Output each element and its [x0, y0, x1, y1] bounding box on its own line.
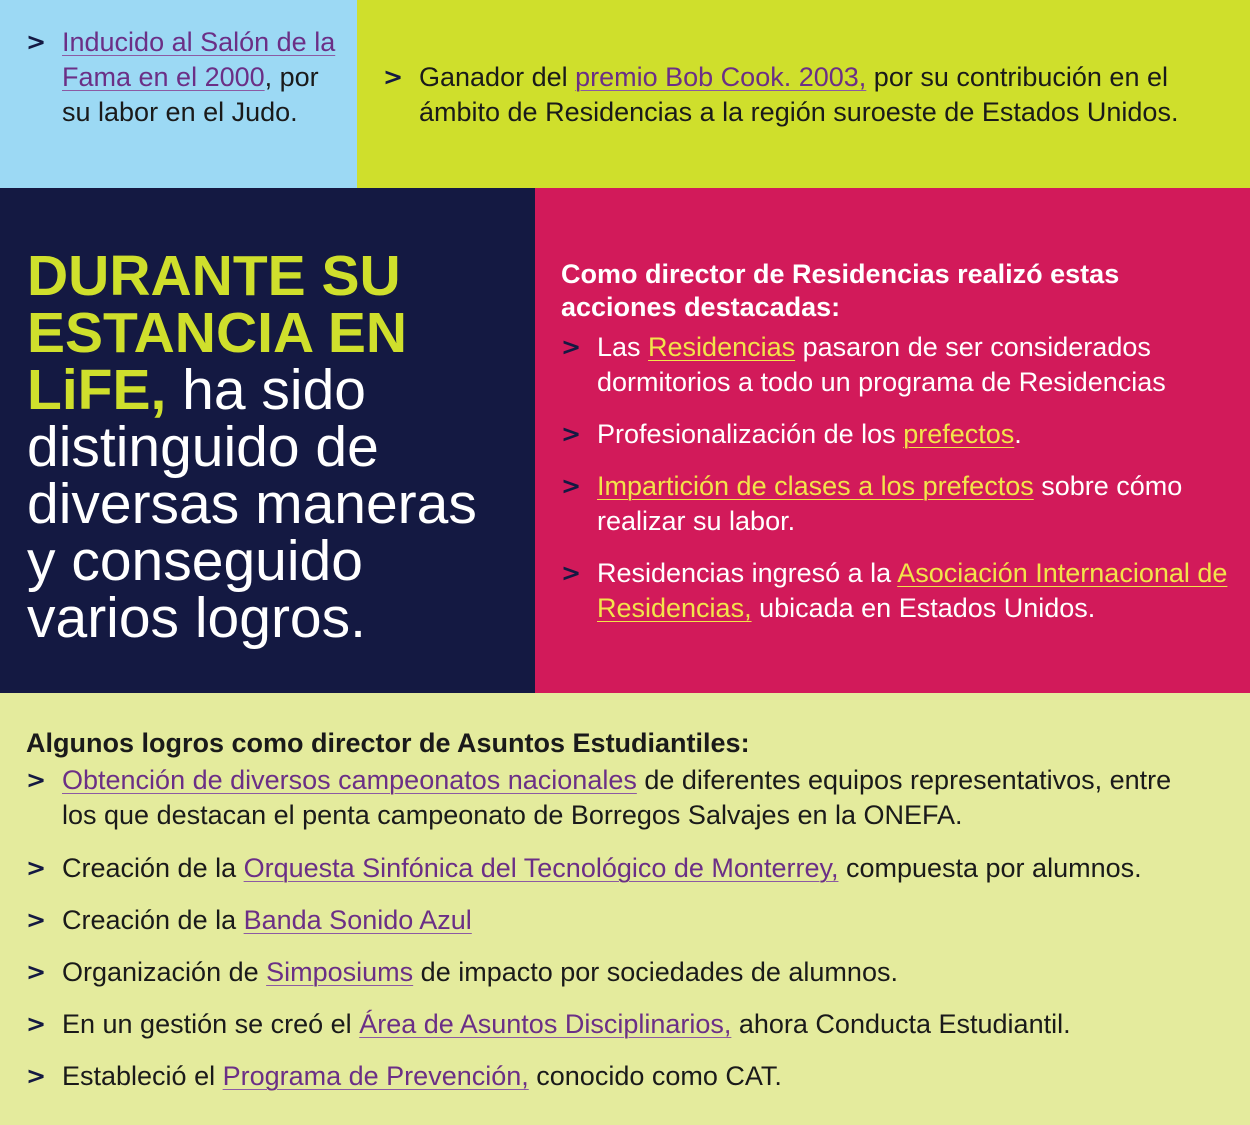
- chevron-right-icon: >: [383, 63, 404, 91]
- list-item: > Impartición de clases a los prefectos sobre cómo realizar su labor.: [561, 469, 1231, 539]
- page-heading: DURANTE SU ESTANCIA EN LiFE, ha sido distinguido de diversas maneras y conseguido varios logros.: [27, 244, 477, 650]
- residencias-link[interactable]: Residencias: [648, 332, 796, 362]
- list-item: > Estableció el Programa de Prevención, conocido como CAT.: [26, 1059, 1226, 1094]
- bob-cook-item: > Ganador del premio Bob Cook. 2003, por su contribución en el ámbito de Residencias a la región suroeste de Estados Unidos.: [383, 60, 1223, 130]
- simposiums-link[interactable]: Simposiums: [266, 957, 414, 987]
- list-item: > Creación de la Orquesta Sinfónica del Tecnológico de Monterrey, compuesta por alumnos.: [26, 851, 1226, 886]
- chevron-right-icon: >: [26, 1010, 47, 1038]
- asociacion-link[interactable]: Asociación Internacional de Residencias,: [597, 558, 1228, 623]
- chevron-right-icon: >: [561, 559, 582, 587]
- chevron-right-icon: >: [561, 333, 582, 361]
- clases-prefectos-link[interactable]: Impartición de clases a los prefectos: [597, 471, 1034, 501]
- chevron-right-icon: >: [26, 766, 47, 794]
- prevencion-link[interactable]: Programa de Prevención,: [222, 1061, 529, 1091]
- banda-link[interactable]: Banda Sonido Azul: [243, 905, 472, 935]
- hall-of-fame-item: > Inducido al Salón de la Fama en el 2000, por su labor en el Judo.: [26, 25, 336, 130]
- list-item: > Organización de Simposiums de impacto por sociedades de alumnos.: [26, 955, 1226, 990]
- heading-panel: [0, 188, 535, 693]
- list-item: > Las Residencias pasaron de ser considerados dormitorios a todo un programa de Residencias: [561, 330, 1231, 400]
- asuntos-panel: [0, 693, 1250, 1125]
- prefectos-link[interactable]: prefectos: [903, 419, 1015, 449]
- hall-of-fame-link[interactable]: Inducido al Salón de la Fama en el 2000: [62, 27, 336, 92]
- residencias-panel: [535, 188, 1250, 693]
- chevron-right-icon: >: [26, 854, 47, 882]
- chevron-right-icon: >: [26, 28, 47, 56]
- orquesta-link[interactable]: Orquesta Sinfónica del Tecnológico de Monterrey,: [243, 853, 839, 883]
- residencias-title: Como director de Residencias realizó estas acciones destacadas:: [561, 259, 1120, 322]
- top-left-panel: [0, 0, 357, 188]
- chevron-right-icon: >: [26, 958, 47, 986]
- disciplinarios-link[interactable]: Área de Asuntos Disciplinarios,: [359, 1009, 732, 1039]
- bob-cook-link[interactable]: premio Bob Cook. 2003,: [575, 62, 867, 92]
- chevron-right-icon: >: [26, 1062, 47, 1090]
- list-item: > Residencias ingresó a la Asociación Internacional de Residencias, ubicada en Estados Unidos.: [561, 556, 1231, 626]
- list-item: > En un gestión se creó el Área de Asuntos Disciplinarios, ahora Conducta Estudiantil.: [26, 1007, 1226, 1042]
- campeonatos-link[interactable]: Obtención de diversos campeonatos nacionales: [62, 765, 637, 795]
- chevron-right-icon: >: [561, 472, 582, 500]
- top-right-panel: [357, 0, 1250, 188]
- list-item: > Obtención de diversos campeonatos nacionales de diferentes equipos representativos, entre los que destacan el penta campeonato de Borregos Salvajes en la ONEFA.: [26, 763, 1206, 833]
- list-item: > Creación de la Banda Sonido Azul: [26, 903, 1226, 938]
- list-item: > Profesionalización de los prefectos.: [561, 417, 1231, 452]
- chevron-right-icon: >: [561, 420, 582, 448]
- asuntos-title: Algunos logros como director de Asuntos Estudiantiles:: [26, 728, 750, 758]
- chevron-right-icon: >: [26, 906, 47, 934]
